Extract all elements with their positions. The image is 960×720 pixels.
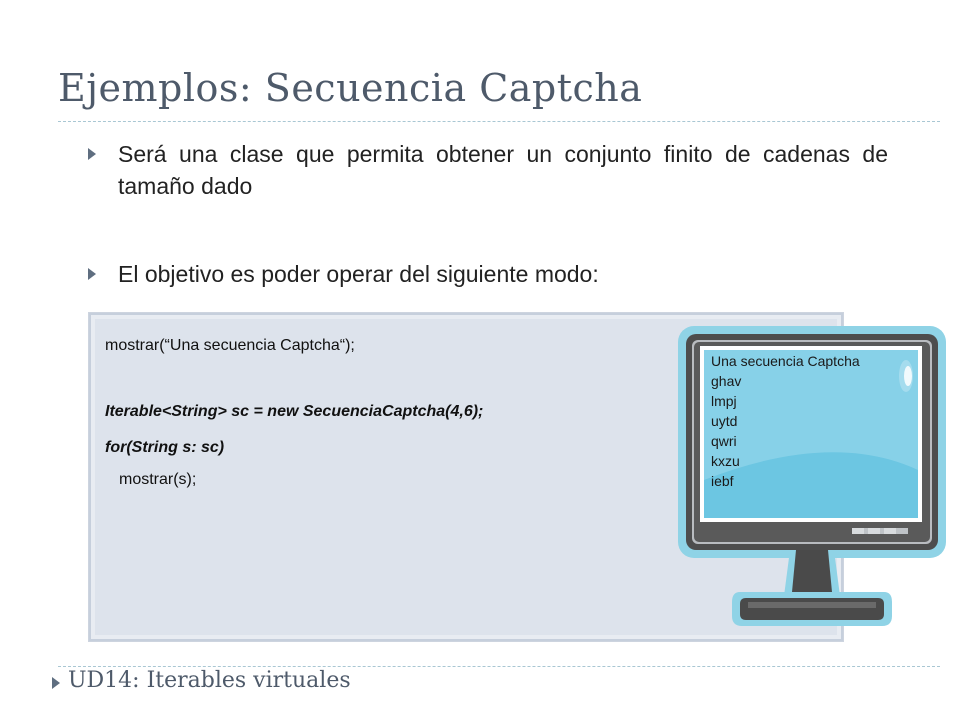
bullet-text: Será una clase que permita obtener un conjunto finito de cadenas de tamaño dado: [118, 141, 888, 199]
screen-line: kxzu: [711, 453, 740, 469]
code-line-mostrar-s: mostrar(s);: [119, 471, 197, 488]
footer-divider: [58, 666, 940, 667]
code-line-mostrar-title: mostrar(“Una secuencia Captcha“);: [105, 337, 355, 354]
bullet-arrow-icon: [88, 148, 96, 160]
footer-text: UD14: Iterables virtuales: [68, 668, 351, 693]
footer-arrow-icon: [52, 677, 60, 689]
bullet-arrow-icon: [88, 268, 96, 280]
bullet-item: [88, 258, 888, 290]
screen-line: uytd: [711, 413, 738, 429]
screen-line: lmpj: [711, 393, 737, 409]
screen-line: Una secuencia Captcha: [711, 353, 860, 369]
bullet-text: El objetivo es poder operar del siguiente modo:: [118, 261, 599, 287]
code-line-for-loop: for(String s: sc): [105, 439, 225, 456]
screen-line: ghav: [711, 373, 742, 389]
title-divider: [58, 121, 940, 122]
slide-title: Ejemplos: Secuencia Captcha: [58, 66, 643, 110]
screen-line: iebf: [711, 473, 734, 489]
bullet-item: [88, 138, 888, 202]
code-line-iterable-declaration: Iterable<String> sc = new SecuenciaCaptcha(4,6);: [105, 403, 484, 420]
screen-line: qwri: [711, 433, 737, 449]
monitor-screen-output: [711, 351, 860, 491]
